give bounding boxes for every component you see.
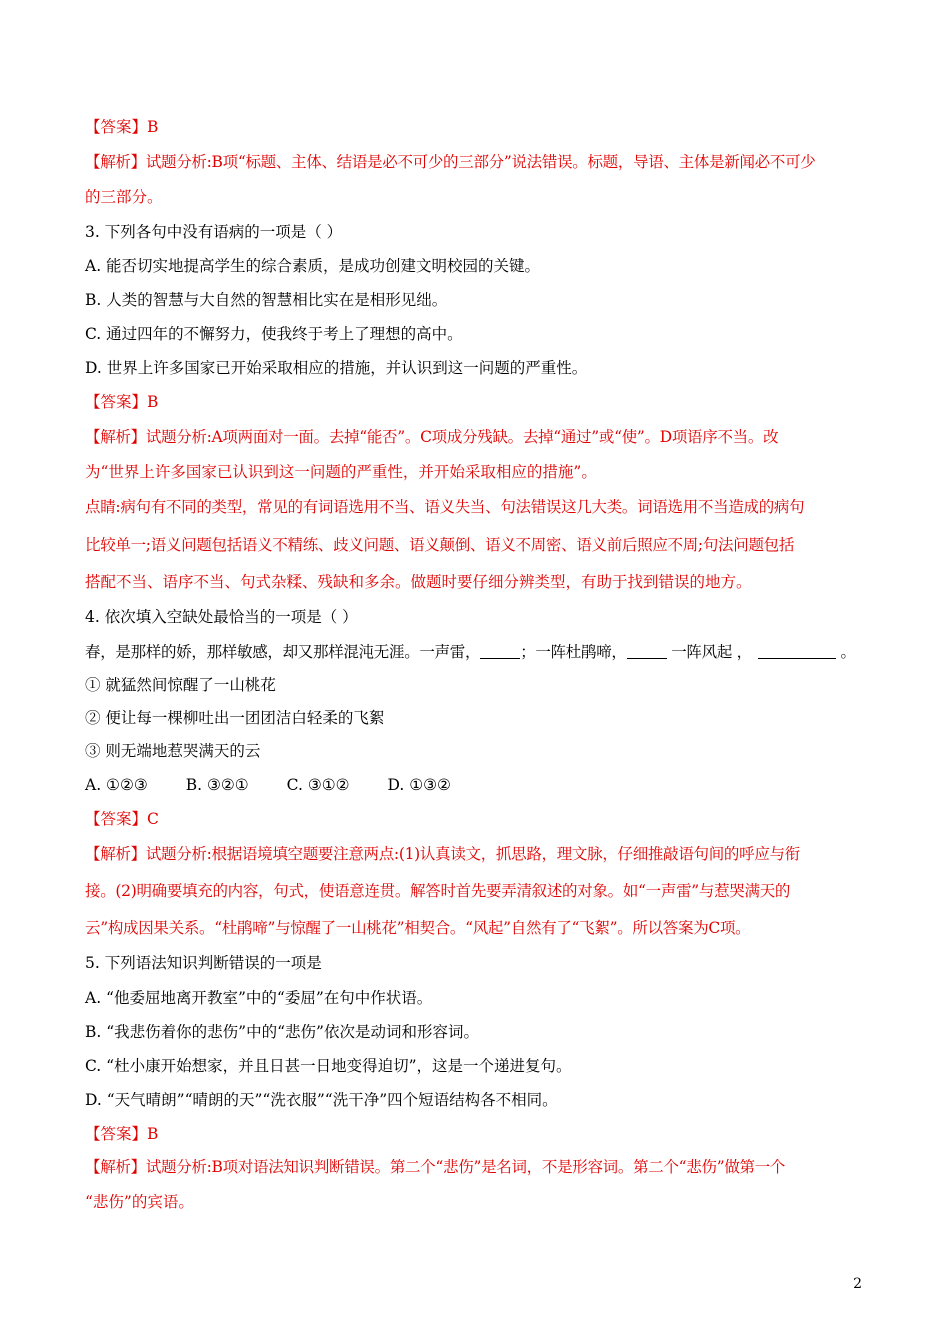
q4-blank-3 [758, 643, 836, 659]
q2-analysis-label: 【解析】 [85, 153, 146, 171]
q3-analysis-line-1 [85, 426, 865, 448]
q2-answer-value: B [147, 118, 159, 136]
q3-answer-value: B [147, 393, 159, 411]
q4-analysis-line-3: 云”构成因果关系。“杜鹃啼”与惊醒了一山桃花”相契合。“风起”自然有了“飞絮”。所以答案为C项。 [85, 919, 751, 937]
q5-option-d: D. “天气晴朗”“晴朗的天”“洗衣服”“洗干净”四个短语结构各不相同。 [85, 1091, 558, 1109]
q4-answer-line [85, 808, 865, 830]
q2-answer-line [85, 116, 865, 138]
q3-analysis-label: 【解析】 [85, 428, 146, 446]
q4-option-c: C. ③①② [286, 776, 350, 794]
q2-analysis-line-1 [85, 151, 865, 173]
q4-passage-part-4: 。 [835, 643, 856, 661]
q5-stem: 5. 下列语法知识判断错误的一项是 [85, 954, 322, 972]
q2-analysis-text-1: 试题分析:B项“标题、主体、结语是必不可少的三部分”说法错误。标题，导语、主体是新闻必不可少 [145, 153, 816, 171]
q5-analysis-text-1: 试题分析:B项对语法知识判断错误。第二个“悲伤”是名词，不是形容词。第二个“悲伤”做第一个 [145, 1158, 786, 1176]
q3-tip-line-2: 比较单一;语义问题包括语义不精练、歧义问题、语义颠倒、语义不周密、语义前后照应不周;句法问题包括 [85, 536, 795, 554]
q4-analysis-text-1: 试题分析:根据语境填空题要注意两点:(1)认真读文，抓思路，理文脉，仔细推敲语句间的呼应与衔 [145, 845, 800, 863]
q4-analysis-line-2: 接。(2)明确要填充的内容，句式，使语意连贯。解答时首先要弄清叙述的对象。如“一声雷”与惹哭满天的 [85, 882, 791, 900]
q3-answer-line [85, 391, 865, 413]
q2-analysis-line-2: 的三部分。 [85, 188, 163, 206]
q3-tip-line-1: 点睛:病句有不同的类型，常见的有词语选用不当、语义失当、句法错误这几大类。词语选用不当造成的病句 [85, 498, 805, 516]
q2-answer-label: 【答案】 [85, 118, 148, 136]
q4-item-3: ③ 则无端地惹哭满天的云 [85, 742, 261, 760]
q3-option-d: D. 世界上许多国家已开始采取相应的措施，并认识到这一问题的严重性。 [85, 359, 588, 377]
q4-options [85, 774, 865, 796]
q4-analysis-line-1 [85, 843, 865, 865]
q4-item-1: ① 就猛然间惊醒了一山桃花 [85, 676, 276, 694]
q4-option-d: D. ①③② [387, 776, 451, 794]
q3-answer-label: 【答案】 [85, 393, 148, 411]
q4-blank-2 [627, 643, 667, 659]
q4-answer-label: 【答案】 [85, 810, 148, 828]
q4-option-b: B. ③②① [185, 776, 249, 794]
q5-option-c: C. “杜小康开始想家，并且日甚一日地变得迫切”，这是一个递进复句。 [85, 1057, 572, 1075]
q3-analysis-line-2: 为“世界上许多国家已认识到这一问题的严重性，并开始采取相应的措施”。 [85, 463, 597, 481]
q4-option-a: A. ①②③ [85, 776, 148, 794]
q3-option-a: A. 能否切实地提高学生的综合素质，是成功创建文明校园的关键。 [85, 257, 541, 275]
q3-option-b: B. 人类的智慧与大自然的智慧相比实在是相形见绌。 [85, 291, 448, 309]
q4-blank-1 [480, 643, 520, 659]
q4-passage-part-1: 春，是那样的娇，那样敏感，却又那样混沌无涯。一声雷， [85, 643, 481, 661]
q5-analysis-line-2: “悲伤”的宾语。 [85, 1193, 194, 1211]
q5-option-b: B. “我悲伤着你的悲伤”中的“悲伤”依次是动词和形容词。 [85, 1023, 479, 1041]
q4-analysis-label: 【解析】 [85, 845, 146, 863]
q4-passage [85, 641, 865, 663]
q4-answer-value: C [147, 810, 159, 828]
q4-passage-part-3: 一阵风起 ， [666, 643, 752, 661]
q5-analysis-line-1 [85, 1156, 865, 1178]
q4-passage-part-2: ；一阵杜鹃啼， [520, 643, 627, 661]
q4-stem: 4. 依次填入空缺处最恰当的一项是（ ） [85, 608, 358, 626]
q5-analysis-label: 【解析】 [85, 1158, 146, 1176]
q3-tip-line-3: 搭配不当、语序不当、句式杂糅、残缺和多余。做题时要仔细分辨类型，有助于找到错误的地方。 [85, 573, 752, 591]
q4-item-2: ② 便让每一棵柳吐出一团团洁白轻柔的飞絮 [85, 709, 385, 727]
q5-answer-line [85, 1123, 865, 1145]
q5-answer-value: B [147, 1125, 159, 1143]
q3-analysis-text-1: 试题分析:A项两面对一面。去掉“能否”。C项成分残缺。去掉“通过”或“使”。D项语序不当。改 [145, 428, 779, 446]
q3-option-c: C. 通过四年的不懈努力，使我终于考上了理想的高中。 [85, 325, 463, 343]
q5-option-a: A. “他委屈地离开教室”中的“委屈”在句中作状语。 [85, 989, 433, 1007]
page-number: 2 [853, 1276, 862, 1292]
q3-stem: 3. 下列各句中没有语病的一项是（ ） [85, 223, 343, 241]
q5-answer-label: 【答案】 [85, 1125, 148, 1143]
